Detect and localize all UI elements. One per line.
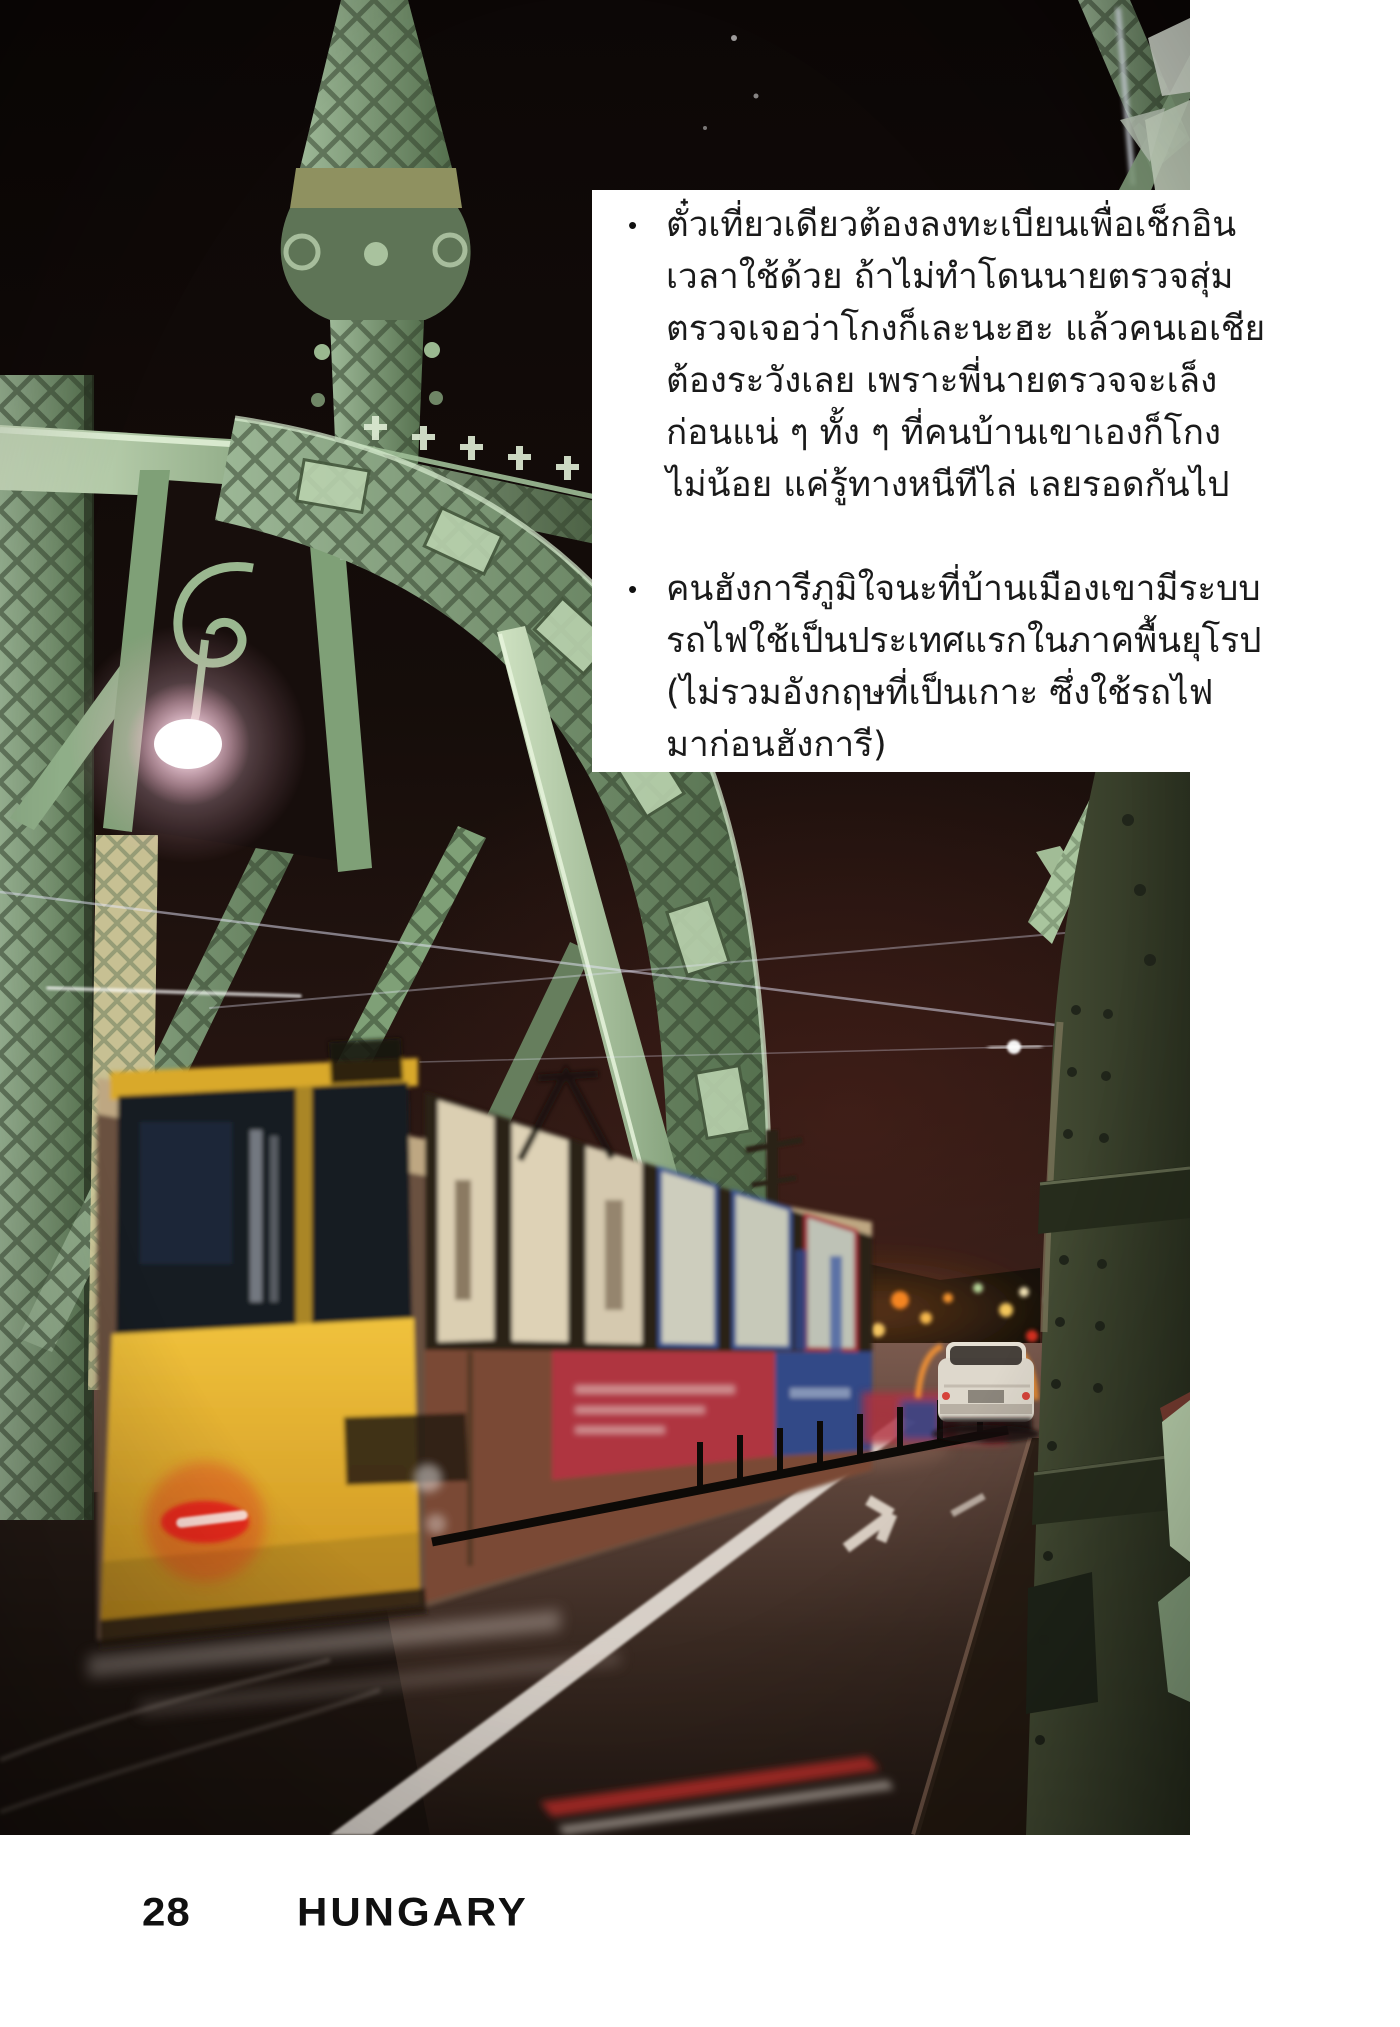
- bullet-2-lines: [666, 563, 1261, 771]
- text-line: ตั๋วเที่ยวเดียวต้องลงทะเบียนเพื่อเช็กอิน: [666, 205, 1237, 245]
- text-line: คนฮังการีภูมิใจนะที่บ้านเมืองเขามีระบบ: [666, 569, 1261, 609]
- text-line: (ไม่รวมอังกฤษที่เป็นเกาะ ซึ่งใช้รถไฟ: [666, 673, 1214, 713]
- page-number: 28: [142, 1889, 191, 1934]
- text-line: ตรวจเจอว่าโกงก็เละนะฮะ แล้วคนเอเชีย: [666, 309, 1266, 349]
- bullet-item-2: [592, 563, 1262, 771]
- bullet-item-1: [592, 199, 1266, 511]
- text-line: มาก่อนฮังการี): [666, 725, 887, 765]
- text-line: ก่อนแน่ ๆ ทั้ง ๆ ที่คนบ้านเขาเองก็โกง: [666, 413, 1221, 453]
- bullet-1-lines: [666, 199, 1265, 511]
- text-line: รถไฟใช้เป็นประเทศแรกในภาคพื้นยุโรป: [666, 621, 1262, 661]
- text-overlay-box: [592, 190, 1266, 772]
- text-line: ต้องระวังเลย เพราะพี่นายตรวจจะเล็ง: [666, 361, 1218, 401]
- page-footer: [0, 1888, 1400, 1948]
- text-line: เวลาใช้ด้วย ถ้าไม่ทำโดนนายตรวจสุ่ม: [666, 257, 1234, 297]
- book-title: HUNGARY: [297, 1889, 529, 1934]
- bullet-marker: •: [628, 210, 638, 240]
- bullet-marker: •: [628, 574, 638, 604]
- text-line: ไม่น้อย แค่รู้ทางหนีทีไล่ เลยรอดกันไป: [666, 465, 1230, 505]
